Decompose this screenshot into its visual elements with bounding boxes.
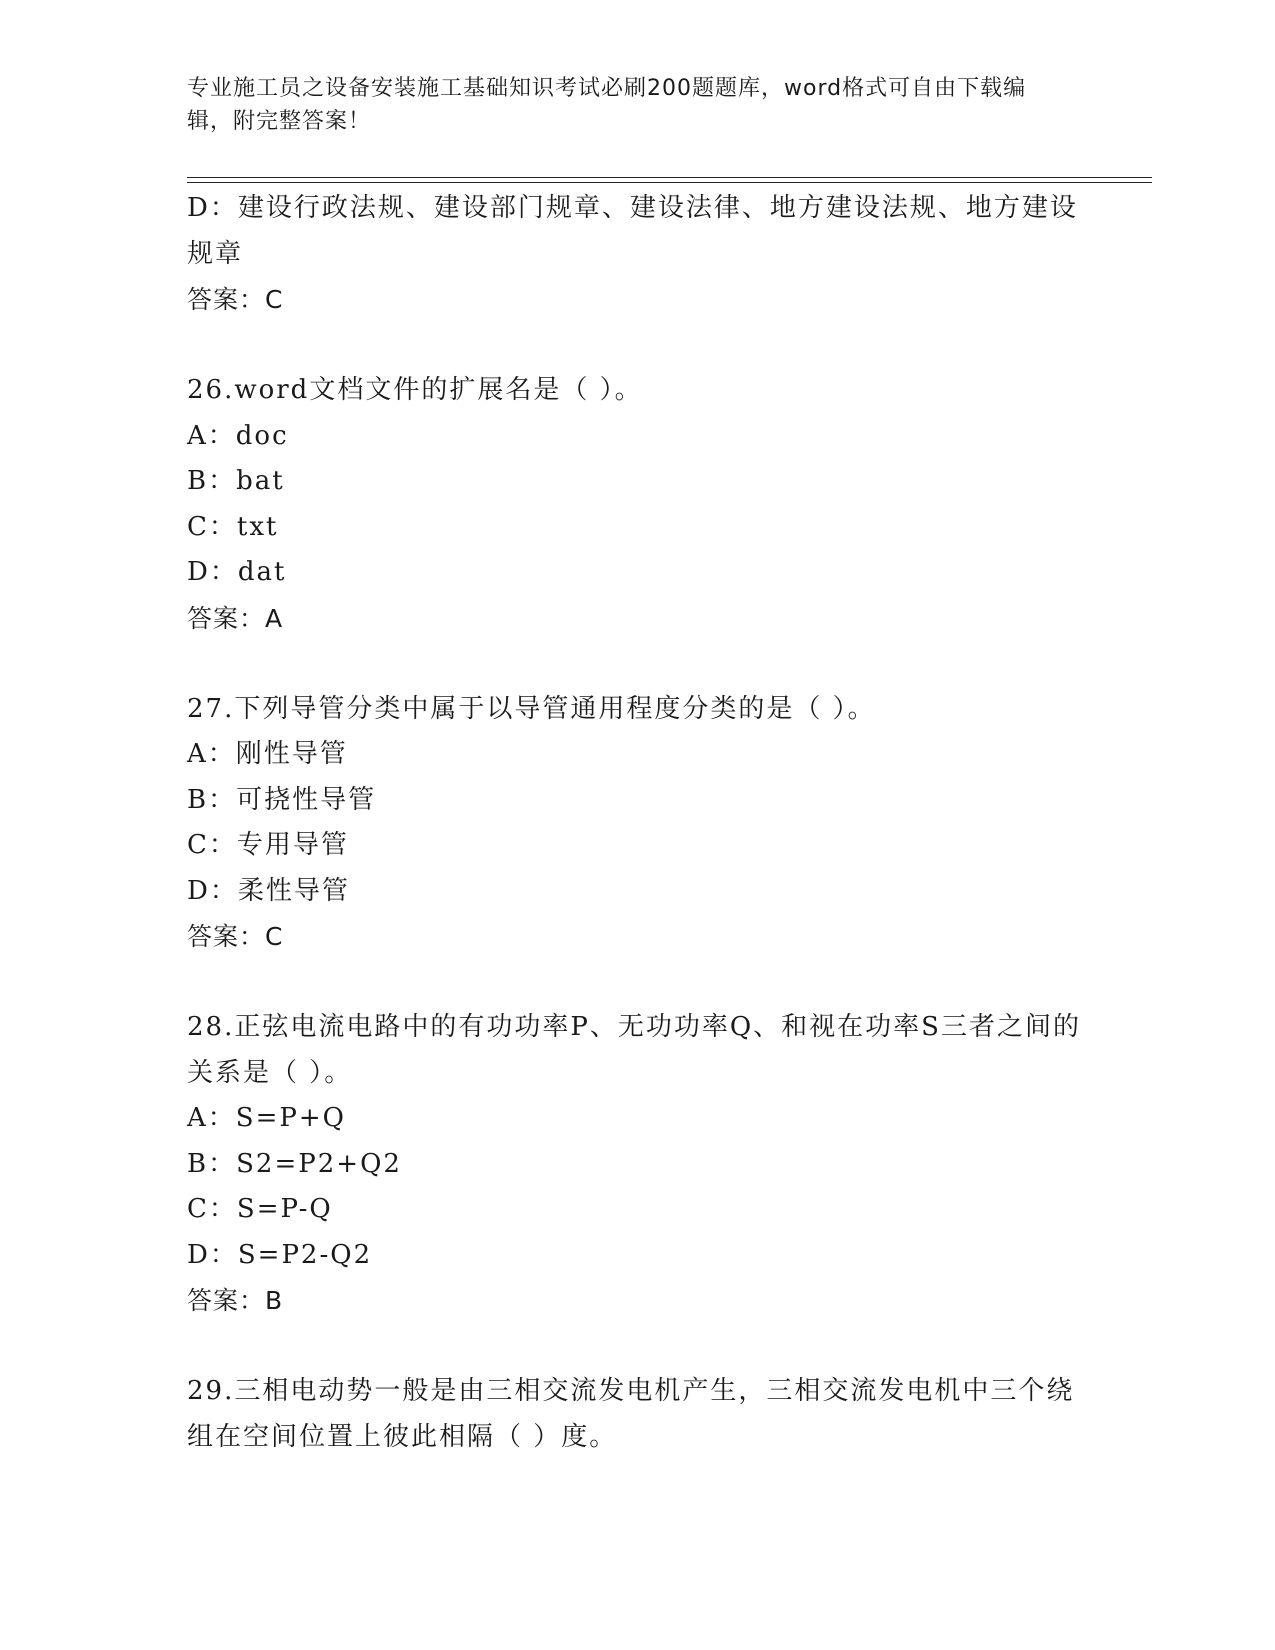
question-28-option-b: B：S2=P2+Q2 — [187, 1148, 402, 1179]
question-27-option-d: D：柔性导管 — [187, 875, 350, 906]
question-27-answer: 答案：C — [187, 922, 284, 951]
question-27-option-b: B：可挠性导管 — [187, 784, 377, 815]
spacer — [187, 960, 1087, 1006]
question-26-option-a: A：doc — [187, 420, 289, 451]
header-rule-top — [187, 177, 1152, 178]
option-d-continued: D：建设行政法规、建设部门规章、建设法律、地方建设法规、地方建设规章 — [187, 193, 1078, 269]
question-26-option-b: B：bat — [187, 466, 285, 496]
question-26-option-c: C：txt — [187, 511, 279, 542]
question-27-stem: 27.下列导管分类中属于以导管通用程度分类的是（ ）。 — [187, 693, 876, 724]
question-28-stem: 28.正弦电流电路中的有功功率P、无功功率Q、和视在功率S三者之间的关系是（ ）。 — [187, 1012, 1081, 1088]
question-26-stem: 26.word文档文件的扩展名是（ ）。 — [187, 375, 643, 405]
question-27-option-c: C：专用导管 — [187, 830, 349, 860]
spacer — [187, 323, 1087, 369]
document-title: 专业施工员之设备安装施工基础知识考试必刷200题题库，word格式可自由下载编辑，附完整答案！ — [187, 76, 1027, 134]
spacer — [187, 641, 1087, 687]
header-rule-bottom — [187, 182, 1152, 183]
answer-25: 答案：C — [187, 285, 284, 314]
question-28-option-d: D：S=P2-Q2 — [187, 1239, 373, 1270]
question-29-stem: 29.三相电动势一般是由三相交流发电机产生，三相交流发电机中三个绕组在空间位置上彼此相隔（ ）度。 — [187, 1376, 1075, 1452]
question-28-answer: 答案：B — [187, 1286, 284, 1315]
question-28-option-a: A：S=P+Q — [187, 1103, 346, 1133]
document-header — [187, 72, 1067, 138]
question-28-option-c: C：S=P-Q — [187, 1194, 333, 1224]
question-26-option-d: D：dat — [187, 557, 287, 587]
question-26-answer: 答案：A — [187, 603, 284, 633]
question-27-option-a: A：刚性导管 — [187, 739, 348, 769]
spacer — [187, 1324, 1087, 1370]
question-content — [187, 186, 1087, 1460]
